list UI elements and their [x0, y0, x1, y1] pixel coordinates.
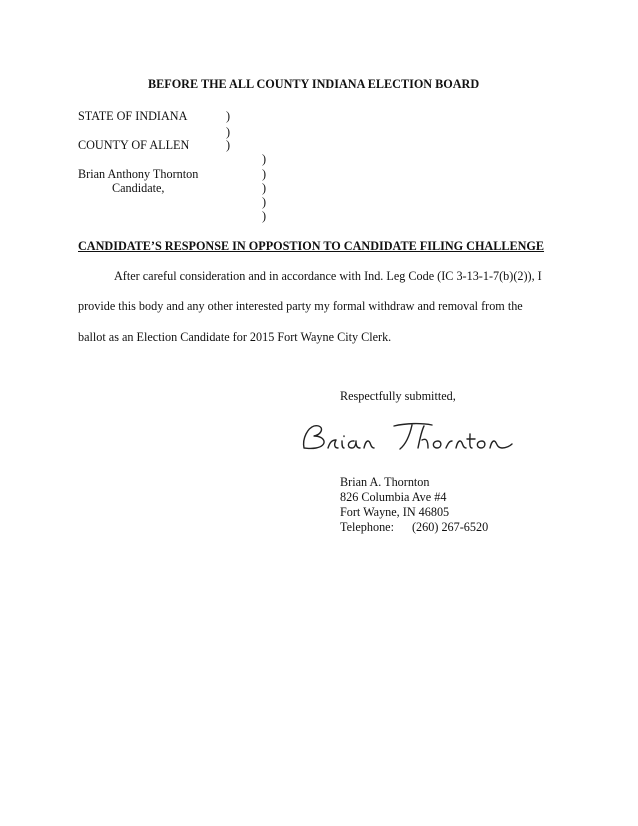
caption-paren: )	[262, 181, 267, 195]
caption-paren: )	[262, 167, 267, 181]
caption-county: COUNTY OF ALLEN	[78, 138, 190, 152]
caption-paren: )	[226, 125, 231, 139]
caption-paren: )	[262, 209, 267, 223]
signature-address-line1: 826 Columbia Ave #4	[340, 490, 447, 504]
handwritten-signature	[298, 418, 518, 458]
closing-text: Respectfully submitted,	[340, 389, 456, 403]
board-heading: BEFORE THE ALL COUNTY INDIANA ELECTION BOARD	[148, 77, 480, 91]
caption-paren: )	[226, 138, 231, 152]
body-line: provide this body and any other interested party my formal withdraw and removal from the	[78, 299, 523, 313]
caption-state: STATE OF INDIANA	[78, 109, 188, 123]
caption-paren: )	[262, 195, 267, 209]
caption-party-role: Candidate,	[112, 181, 165, 195]
signature-phone-label: Telephone:	[340, 520, 394, 534]
document-title: CANDIDATE’S RESPONSE IN OPPOSTION TO CANDIDATE FILING CHALLENGE	[78, 239, 545, 253]
body-line: ballot as an Election Candidate for 2015 Fort Wayne City Clerk.	[78, 330, 392, 344]
body-line: After careful consideration and in accordance with Ind. Leg Code (IC 3-13-1-7(b)(2)), I	[114, 269, 542, 283]
caption-paren: )	[226, 109, 231, 123]
caption-party-name: Brian Anthony Thornton	[78, 167, 199, 181]
signature-name: Brian A. Thornton	[340, 475, 430, 489]
signature-phone: (260) 267-6520	[412, 520, 489, 534]
signature-address-line2: Fort Wayne, IN 46805	[340, 505, 450, 519]
caption-paren: )	[262, 152, 267, 166]
